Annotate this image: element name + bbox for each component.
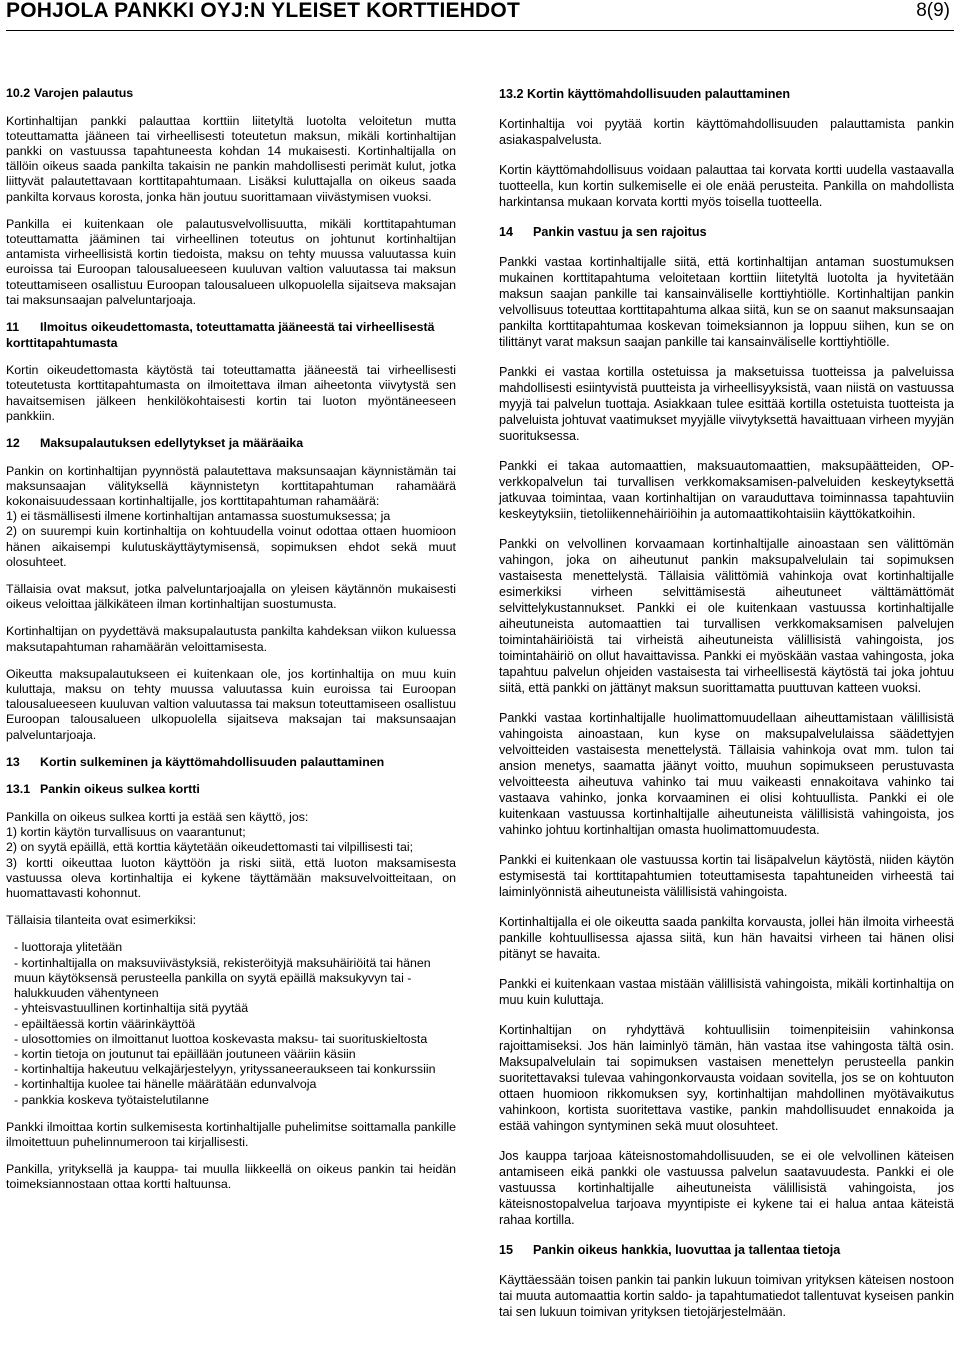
paragraph: Pankki on velvollinen korvaamaan kortinhaltijalle ainoastaan sen välittömän vahingon, joka on aiheutunut pankin maksupalvelulain tai sopimuksen vastaisesta menettelystä. Tällaisia välittömiä vahinkoja ovat kortinhaltijalle esimerkiksi virheen selvittämisestä aiheutuneet välttämättömät selvittelykustannukset. Pankki ei ole kuitenkaan vastuussa kortinhaltijalle aiheutuneista automaattien tai turvallisen verkkomaksamisen palvelujen toimintahäiriöistä tai virheistä aiheutuneista välillisistä vahingoista, jos toimintahäiriö on ollut havaittavissa. Pankki ei myöskään vastaa vahingosta, joka tapahtuu palvelun ohjeiden vastaisesta tai virheellisestä käytöstä tai joka johtuu siitä, että pankki on jättänyt maksun suorittamatta puuttuvan katteen vuoksi. bbox=[499, 537, 954, 695]
paragraph: Kortinhaltijan pankki palauttaa korttiin liitetyltä luotolta veloitetun mutta toteuttamatta jääneen tai virheellisesti toteutetun maksun, mikäli kortinhaltijan pankki on vastuussa tapahtuneesta kohdan 14 mukaisesti. Kortinhaltijalla on tällöin oikeus saada pankilta takaisin ne pankin mahdollisesti perimät kulut, jotka liittyvät palautettavaan korttitapahtumaan. Lisäksi kuluttajalla on oikeus saada pankilta korvaus korosta, jonka hän joutuu suorittamaan viivästymisen vuoksi. bbox=[6, 113, 456, 204]
paragraph: Kortinhaltija voi pyytää kortin käyttömahdollisuuden palauttamista pankin asiakaspalvelusta. bbox=[499, 117, 954, 147]
section-title: Pankin vastuu ja sen rajoitus bbox=[533, 225, 707, 239]
section-heading bbox=[6, 782, 456, 798]
section-12 bbox=[6, 436, 456, 743]
section-title: Pankin oikeus hankkia, luovuttaa ja tallentaa tietoja bbox=[533, 1243, 841, 1257]
list-item: - epäiltäessä kortin väärinkäyttöä bbox=[14, 1017, 456, 1032]
list-item: - kortinhaltijalla on maksuviivästyksiä, rekisteröityjä maksuhäiriöitä tai hänen muun käytöksensä perusteella pankilla on syytä epäillä maksukyvyn tai -halukkuuden vähentyneen bbox=[14, 956, 456, 1002]
list-item: - luottoraja ylitetään bbox=[14, 940, 456, 955]
list-item: - kortinhaltija kuolee tai hänelle määrätään edunvalvoja bbox=[14, 1077, 456, 1092]
paragraph: Oikeutta maksupalautukseen ei kuitenkaan ole, jos kortinhaltija on muu kuin kuluttaja, maksu on tehty muussa valuutassa kuin euroissa tai Euroopan talousalueeseen kuuluvan valtion valuutassa tai maksun toteuttamiseen osallistuu Euroopan talousalueen ulkopuolella sijaitseva maksajan tai maksunsaajan palveluntarjoaja. bbox=[6, 666, 456, 742]
paragraph: Pankki ilmoittaa kortin sulkemisesta kortinhaltijalle puhelimitse soittamalla pankille ilmoitettuun puhelinnumeroon tai kirjallisesti. bbox=[6, 1119, 456, 1149]
document-title: POHJOLA PANKKI OYJ:N YLEISET KORTTIEHDOT bbox=[6, 0, 520, 22]
paragraph: Kortinhaltijalla ei ole oikeutta saada pankilta korvausta, jollei hän ilmoita virheestä pankille kohtuullisessa ajassa siitä, kun hän havaitsi virheen tai hänen olisi pitänyt se havaita. bbox=[499, 915, 954, 961]
paragraph: Pankilla ei kuitenkaan ole palautusvelvollisuutta, mikäli korttitapahtuman toteuttamatta jääminen tai virheellinen toteutus on johtunut kortinhaltijan antamista virheellisistä kortin tiedoista, maksu on tehty muussa valuutassa kuin euroissa tai Euroopan talousalueeseen kuuluvan valtion valuutassa tai maksun toteuttamiseen osallistuu Euroopan talousalueen ulkopuolella sijaitseva maksajan tai maksunsaajan palveluntarjoaja. bbox=[6, 216, 456, 307]
section-number: 15 bbox=[499, 1243, 514, 1257]
paragraph: Pankki ei kuitenkaan ole vastuussa kortin tai lisäpalvelun käytöstä, niiden käytön estymisestä tai korttitapahtumien toteuttamisesta tapahtuneiden virheestä tai laiminlyönnistä aiheutuneista välillisistä vahingoista. bbox=[499, 853, 954, 899]
section-title: Kortin sulkeminen ja käyttömahdollisuuden palauttaminen bbox=[40, 754, 385, 769]
section-heading bbox=[6, 436, 456, 452]
page-header bbox=[6, 0, 954, 31]
left-column bbox=[6, 86, 456, 1205]
list-item: - pankkia koskeva työtaistelutilanne bbox=[14, 1093, 456, 1108]
section-13-1 bbox=[6, 782, 456, 1192]
section-15 bbox=[499, 1242, 954, 1320]
list-item: - kortinhaltija hakeutuu velkajärjestelyyn, yrityssaneeraukseen tai konkurssiin bbox=[14, 1062, 456, 1077]
paragraph: Kortin oikeudettomasta käytöstä tai toteuttamatta jääneestä tai virheellisesti toteutetusta korttitapahtumasta on ilmoitettava ilman aiheetonta viivytystä sen havaitsemisen jälkeen henkilökohtaisesti kortin tai luoton myöntäneeseen pankkiin. bbox=[6, 363, 456, 423]
section-13-2 bbox=[499, 86, 954, 210]
paragraph: Pankilla, yrityksellä ja kauppa- tai muulla liikkeellä on oikeus pankin tai heidän toimeksiannostaan ottaa kortti haltuunsa. bbox=[6, 1162, 456, 1192]
paragraph: Kortin käyttömahdollisuus voidaan palauttaa tai korvata kortti uudella vastaavalla tuotteella, kun kortin sulkemiselle ei ole enää perusteita. Pankilla on mahdollista harkintansa mukaan korvata kortti myös toisella tuotteella. bbox=[499, 163, 954, 209]
paragraph: Kortinhaltijan on ryhdyttävä kohtuullisiin toimenpiteisiin vahinkonsa rajoittamiseksi. Jos hän laiminlyö tämän, hän vastaa itse vahingosta tältä osin. Maksupalvelulain tai sopimuksen vastaisen menettelyn perusteella pankin suoritettavaksi tulevaa vahingonkorvausta voidaan sovitella, jos se on kohtuuton ottaen huomioon rikkomuksen syy, kortinhaltijan mahdollinen myötävaikutus vahinkoon, kortista suoritettava vastike, pankin mahdollisuudet ennakoida ja estää vahingon syntyminen sekä muut olosuhteet. bbox=[499, 1023, 954, 1133]
paragraph: Jos kauppa tarjoaa käteisnostomahdollisuuden, se ei ole velvollinen käteisen antamiseen eikä pankki ole vastuussa palvelun saatavuudesta. Pankki ei ole vastuussa kortinhaltijalle aiheutuneista välillisistä vahingoista, jos käteisnostopalvelua tarjoava myyntipiste ei kykene tai ei halua antaa käteistä rahaa kortilla. bbox=[499, 1149, 954, 1227]
list-item: - yhteisvastuullinen kortinhaltija sitä pyytää bbox=[14, 1001, 456, 1016]
section-11 bbox=[6, 320, 456, 424]
section-number: 11 bbox=[6, 320, 20, 335]
section-number: 13.1 bbox=[6, 782, 31, 797]
paragraph bbox=[6, 810, 456, 901]
right-column bbox=[499, 86, 954, 1334]
section-number: 10.2 bbox=[6, 86, 31, 100]
paragraph: Pankki vastaa kortinhaltijalle huolimattomuudellaan aiheuttamistaan välillisistä vahingoista ainoastaan, kun kyse on maksupalvelulaissa säädettyjen velvoitteiden vastaisesta menettelystä. Tällaisia vahinkoja ovat mm. tulon tai ansion menetys, saamatta jäänyt voitto, muuhun sopimukseen perustuvasta velvoitteesta aiheutuva vahinko tai muu vaikeasti ennakoitava vahinko tai vastaava vahinko, jonka korvaaminen ei olisi kohtuullista. Pankki ei ole kuitenkaan vastuussa kortinhaltijalle aiheutuneista välillisistä vahingoista, jos vahinko johtuu kortinhaltijan omasta huolimattomuudesta. bbox=[499, 711, 954, 837]
paragraph: Pankki ei vastaa kortilla ostetuissa ja maksetuissa tuotteissa ja palveluissa mahdollisesti esiintyvistä puutteista ja virheellisyyksistä, vaan niistä on vastuussa myyjä tai palvelun tuottaja. Asiakkaan tulee esittää kortilla ostetuista tuotteista ja palveluista johtuvat vaatimukset myyjälle viivytyksettä havaittuaan virheen myyjän suorituksessa. bbox=[499, 365, 954, 443]
section-number: 14 bbox=[499, 225, 514, 239]
section-number: 13 bbox=[6, 754, 20, 769]
section-intro: Pankilla on oikeus sulkea kortti ja estää sen käyttö, jos: bbox=[6, 810, 309, 825]
section-title: Pankin oikeus sulkea kortti bbox=[40, 782, 200, 797]
paragraph: Pankki ei takaa automaattien, maksuautomaattien, maksupäätteiden, OP-verkkopalvelun tai turvallisen verkkomaksamisen-palveluiden keskeytyksettä jatkuvaa toimintaa, vaan kortinhaltijan on varauduttava toiminnassa tapahtuviin keskeytyksiin, tietoliikennehäiriöihin ja automaattikohtaisiin käyttökatkoihin. bbox=[499, 459, 954, 521]
section-10-2 bbox=[6, 86, 456, 308]
section-heading bbox=[6, 86, 456, 102]
section-title: Maksupalautuksen edellytykset ja määräaika bbox=[40, 436, 304, 451]
section-title: Kortin käyttömahdollisuuden palauttaminen bbox=[527, 87, 791, 101]
section-heading bbox=[6, 755, 456, 771]
page-number: 8(9) bbox=[916, 0, 950, 21]
paragraph: Pankki vastaa kortinhaltijalle siitä, että kortinhaltijan antaman suostumuksen mukainen korttitapahtuma veloitetaan korttiin liitetyltä luotolta ja hyvitetään maksun saajan pankille tai kansainväliselle korttiyhtiölle. Kortinhaltijan pankin velvollisuus toteuttaa korttitapahtuma alkaa siitä, kun se on saanut maksunsaajan pankilta korttitapahtumaa koskevan toimeksiannon ja loppuu siihen, kun se on tilittänyt varat maksun saajan pankille tai kansainväliselle korttiyhtiölle. bbox=[499, 255, 954, 349]
list-item: - kortin tietoja on joutunut tai epäillään joutuneen vääriin käsiin bbox=[14, 1047, 456, 1062]
condition-item: 2) on syytä epäillä, että korttia käytetään oikeudettomasti tai vilpillisesti tai; bbox=[6, 840, 414, 855]
list-item: - ulosottomies on ilmoittanut luottoa koskevasta maksu- tai suorituskieltosta bbox=[14, 1032, 456, 1047]
paragraph bbox=[6, 464, 456, 570]
paragraph: Tällaisia tilanteita ovat esimerkiksi: bbox=[6, 913, 197, 928]
section-heading bbox=[499, 224, 954, 240]
paragraph: Tällaisia ovat maksut, jotka palveluntarjoajalla on yleisen käytännön mukaisesti oikeus veloittaa jälkikäteen ilman kortinhaltijan suostumusta. bbox=[6, 582, 456, 612]
section-heading bbox=[6, 320, 456, 351]
section-heading bbox=[499, 86, 954, 102]
condition-item: 1) kortin käytön turvallisuus on vaarantunut; bbox=[6, 825, 246, 840]
section-13 bbox=[6, 755, 456, 771]
section-title: Ilmoitus oikeudettomasta, toteuttamatta jääneestä tai virheellisestä korttitapahtumasta bbox=[6, 320, 435, 350]
condition-item: 3) kortti oikeuttaa luoton käyttöön ja riski siitä, että luoton maksamisesta vastuussa oleva kortinhaltija ei kykene täyttämään maksuvelvoitteitaan, on huomattavasti kohonnut. bbox=[6, 855, 456, 901]
paragraph: Käyttäessään toisen pankin tai pankin lukuun toimivan yrityksen käteisen nostoon tai muuta automaattia kortin saldo- ja tapahtumatiedot tallentuvat kyseisen pankin tai sen lukuun toimivan yrityksen tietojärjestelmään. bbox=[499, 1273, 954, 1319]
examples-list bbox=[14, 940, 456, 1107]
condition-item: 2) on suurempi kuin kortinhaltija on kohtuudella voinut odottaa ottaen huomioon hänen aikaisempi kulutuskäyttäytymisensä, sopimuksen ehdot sekä muut olosuhteet. bbox=[6, 524, 456, 569]
section-title: Varojen palautus bbox=[34, 86, 134, 100]
condition-item: 1) ei täsmällisesti ilmene kortinhaltijan antamassa suostumuksessa; ja bbox=[6, 509, 391, 524]
section-intro: Pankin on kortinhaltijan pyynnöstä palautettava maksunsaajan käynnistämän tai maksunsaajan välityksellä käynnistetyn korttitapahtuman rahamäärä kokonaisuudessaan kortinhaltijalle, jos korttitapahtuman rahamäärä: bbox=[6, 463, 456, 509]
paragraph: Kortinhaltijan on pyydettävä maksupalautusta pankilta kahdeksan viikon kuluessa maksutapahtuman rahamäärän veloittamisesta. bbox=[6, 624, 456, 654]
section-number: 13.2 bbox=[499, 87, 524, 101]
section-14 bbox=[499, 224, 954, 1228]
section-heading bbox=[499, 1242, 954, 1258]
section-number: 12 bbox=[6, 436, 20, 451]
paragraph: Pankki ei kuitenkaan vastaa mistään välillisistä vahingoista, mikäli kortinhaltija on muu kuin kuluttaja. bbox=[499, 977, 954, 1007]
